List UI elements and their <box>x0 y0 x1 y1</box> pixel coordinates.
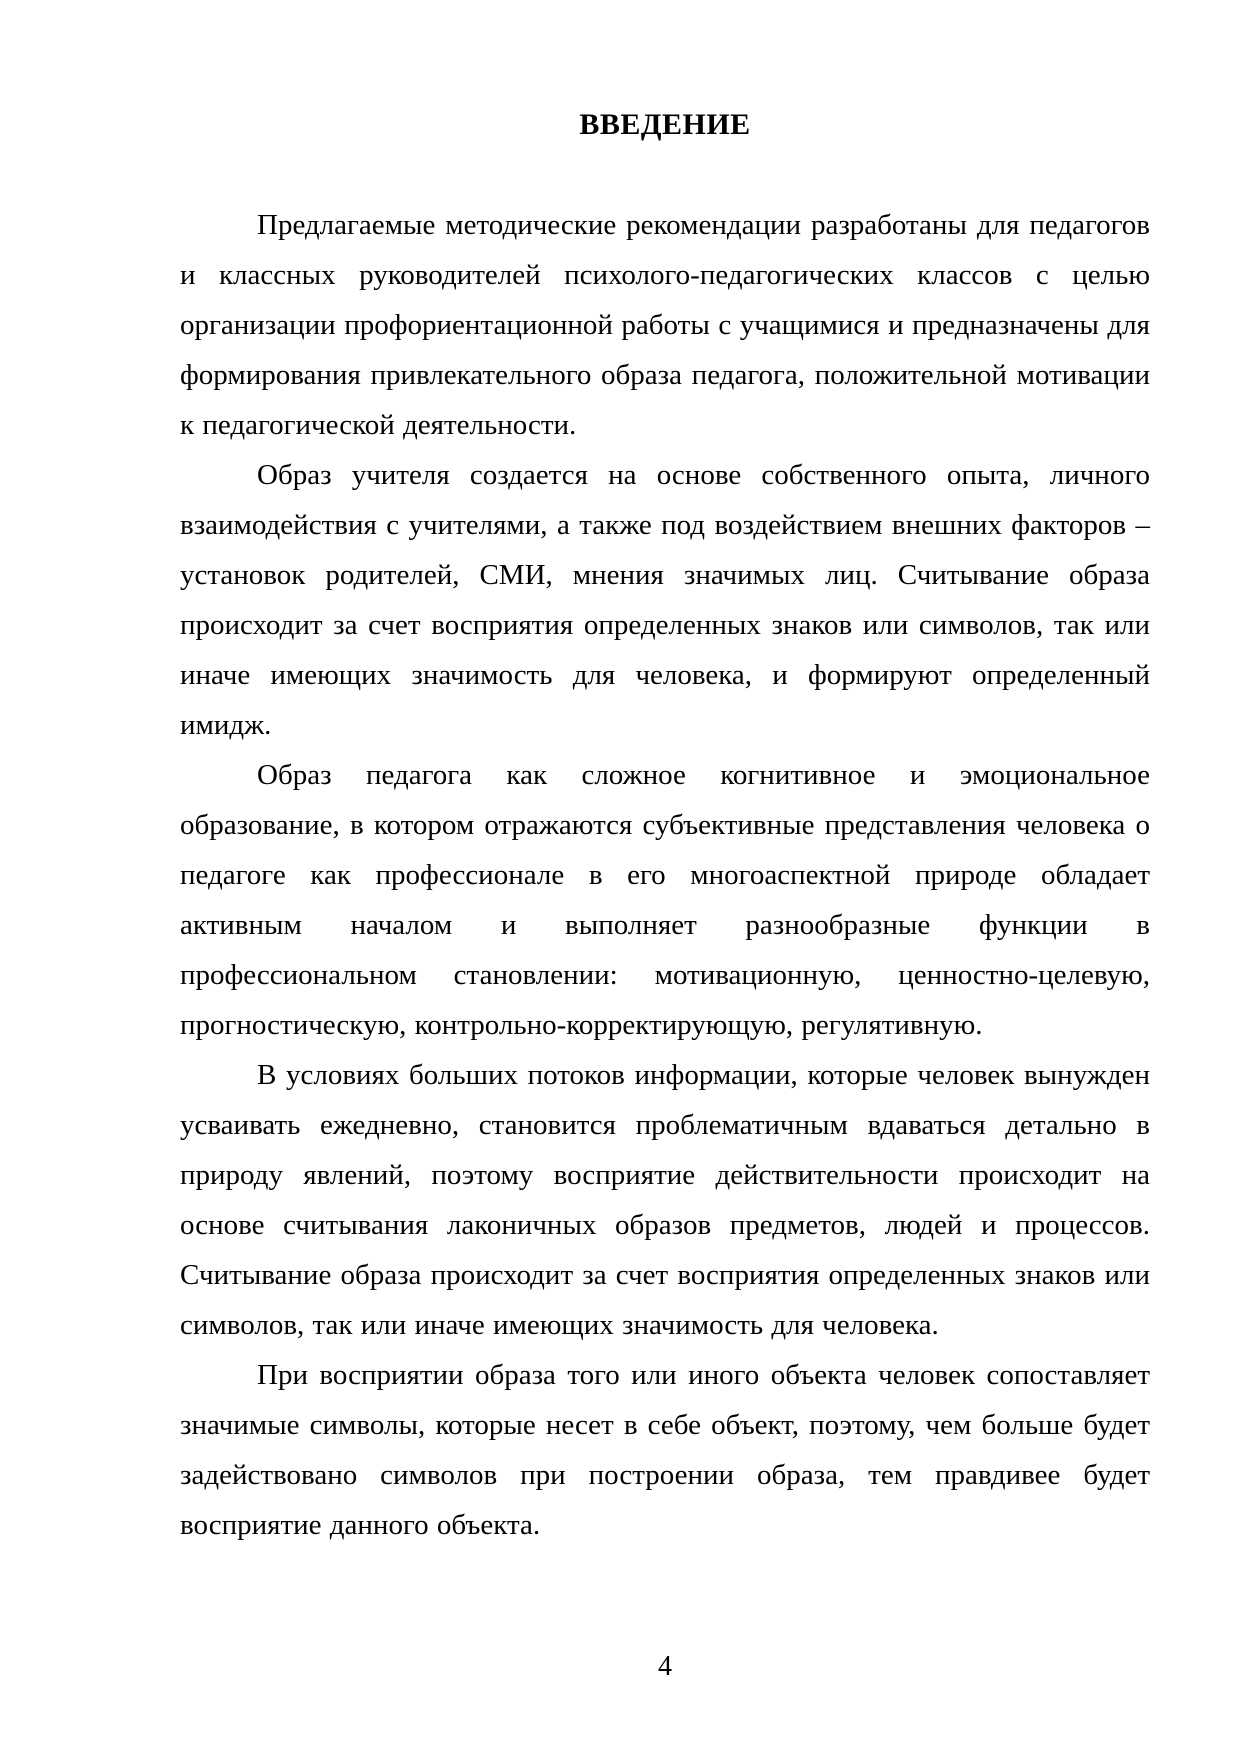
paragraph-2: Образ учителя создается на основе собственного опыта, личного взаимодействия с учителями, а также под воздействием внешних факторов – установок родителей, СМИ, мнения значимых лиц. Считывание образа происходит за счет восприятия определенных знаков или символов, так или иначе имеющих значимость для человека, и формируют определенный имидж. <box>180 459 1150 741</box>
paragraph-5: При восприятии образа того или иного объекта человек сопоставляет значимые символы, которые несет в себе объект, поэтому, чем больше будет задействовано символов при построении образа, тем правдивее будет восприятие данного объекта. <box>180 1359 1150 1541</box>
paragraph-1: Предлагаемые методические рекомендации разработаны для педагогов и классных руководителей психолого-педагогических классов с целью организации профориентационной работы с учащимися и предназначены для формирования привлекательного образа педагога, положительной мотивации к педагогической деятельности. <box>180 209 1150 441</box>
paragraph-4: В условиях больших потоков информации, которые человек вынужден усваивать ежедневно, становится проблематичным вдаваться детально в природу явлений, поэтому восприятие действительности происходит на основе считывания лаконичных образов предметов, людей и процессов. Считывание образа происходит за счет восприятия определенных знаков или символов, так или иначе имеющих значимость для человека. <box>180 1059 1150 1341</box>
page-number: 4 <box>658 1651 672 1682</box>
document-content <box>180 100 1150 1550</box>
page-title: ВВЕДЕНИЕ <box>579 108 751 141</box>
paragraph-3: Образ педагога как сложное когнитивное и эмоциональное образование, в котором отражаются субъективные представления человека о педагоге как профессионале в его многоаспектной природе обладает активным началом и выполняет разнообразные функции в профессиональном становлении: мотивационную, ценностно-целевую, прогностическую, контрольно-корректирующую, регулятивную. <box>180 759 1150 1041</box>
